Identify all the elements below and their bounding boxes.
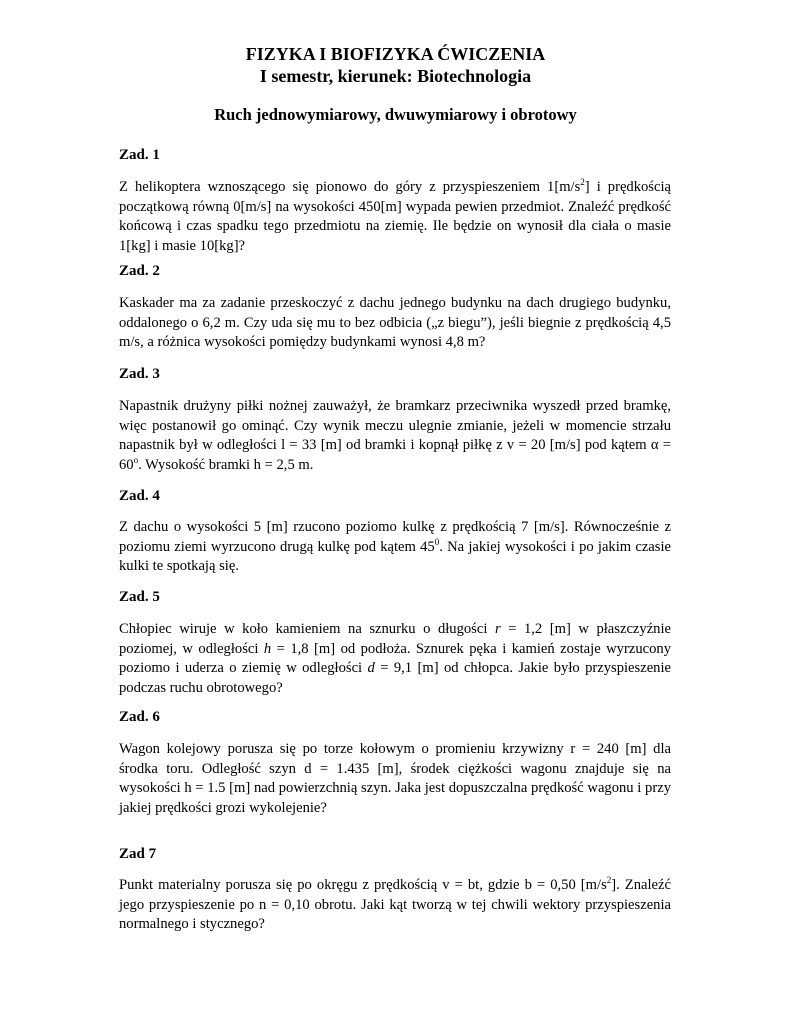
- task-5-text-part: Chłopiec wiruje w koło kamieniem na sznurku o długości: [119, 621, 495, 637]
- task-7-text-part: Punkt materialny porusza się po okręgu z prędkością v = bt, gdzie b = 0,50 [m/s: [119, 877, 607, 893]
- task-5-text-part: = 1,8 [m] od podłoża. Sznurek pęka i kamień zostaje wyrzucony poziomo i uderza o ziemię w odległości: [119, 640, 671, 676]
- document-subtitle: I semestr, kierunek: Biotechnologia: [259, 66, 532, 86]
- task-6-text-part: Wagon kolejowy porusza się po torze kołowym o promieniu krzywizny r = 240 [m] dla środka toru. Odległość szyn d = 1.435 [m], środek ciężkości wagonu znajduje się na wysokości h = 1.5 [m] nad powierzchnią szyn. Jaka jest dopuszczalna prędkość wagonu i przy jakiej prędkości grozi wykolejenie?: [119, 741, 671, 816]
- task-3-heading: Zad. 3: [119, 366, 160, 382]
- task-6-heading: Zad. 6: [119, 709, 160, 725]
- task-6-text: [119, 740, 671, 818]
- topic-heading: Ruch jednowymiarowy, dwuwymiarowy i obrotowy: [214, 105, 577, 124]
- task-3-text-part: . Wysokość bramki h = 2,5 m.: [138, 456, 314, 473]
- task-1-text-part: ] i prędkością początkową równą 0[m/s] na wysokości 450[m] wypada pewien przedmiot. Znaleźć prędkość końcową i czas spadku tego przedmiotu na ziemię. Ile będzie on wynosił dla ciała o masie 1[kg] i masie 10[kg]?: [119, 179, 671, 254]
- task-3-text-part: Napastnik drużyny piłki nożnej zauważył, że bramkarz przeciwnika wyszedł przed bramkę, więc postanowił go ominąć. Czy wynik meczu ulegnie zmianie, jeżeli w momencie strzału napastnik był w odległości l = 33 [m] od bramki i kopnął piłkę z v = 20 [m/s] pod kątem α = 60: [119, 398, 671, 473]
- task-1-heading: Zad. 1: [119, 147, 160, 163]
- task-4-superscript: 0: [434, 536, 440, 547]
- task-4-text-part: Z dachu o wysokości 5 [m] rzucono poziomo kulkę z prędkością 7 [m/s]. Równocześnie z poziomu ziemi wyrzucono drugą kulkę pod kątem 45: [119, 519, 671, 555]
- task-5-text-part: = 1,2 [m] w płaszczyźnie poziomej, w odległości: [119, 621, 672, 657]
- task-2-text: [119, 294, 671, 353]
- task-2-text-part: Kaskader ma za zadanie przeskoczyć z dachu jednego budynku na dach drugiego budynku, oddalonego o 6,2 m. Czy uda się mu to bez odbicia („z biegu”), jeśli biegnie z prędkością 4,5 m/s, a różnica wysokości pomiędzy budynkami wynosi 4,8 m?: [119, 295, 671, 350]
- document-title: FIZYKA I BIOFIZYKA ĆWICZENIA: [245, 44, 546, 64]
- task-5-heading: Zad. 5: [119, 589, 160, 605]
- task-1-text: [119, 178, 671, 256]
- task-4-text-part: . Na jakiej wysokości i po jakim czasie kulki te spotkają się.: [119, 538, 671, 574]
- task-3-superscript: o: [133, 454, 139, 465]
- task-4-text: [119, 518, 671, 577]
- task-7-text: [119, 876, 671, 935]
- task-5-variable: h: [263, 640, 272, 657]
- task-7-text-part: ]. Znaleźć jego przyspieszenie po n = 0,10 obrotu. Jaki kąt tworzą w tej chwili wektory przyspieszenia normalnego i stycznego?: [119, 877, 671, 932]
- task-5-text: [119, 620, 671, 698]
- task-5-variable: r: [494, 621, 501, 637]
- task-2-heading: Zad. 2: [119, 263, 160, 279]
- task-3-text: [119, 397, 671, 475]
- task-1-text-part: Z helikoptera wznoszącego się pionowo do góry z przyspieszeniem 1[m/s: [119, 179, 581, 195]
- task-7-superscript: 2: [606, 875, 612, 886]
- task-1-superscript: 2: [580, 177, 585, 188]
- task-5-text-part: = 9,1 [m] od chłopca. Jakie było przyspieszenie podczas ruchu obrotowego?: [119, 660, 671, 696]
- task-5-variable: d: [367, 660, 375, 676]
- task-7-heading: Zad 7: [119, 846, 157, 862]
- task-4-heading: Zad. 4: [119, 488, 160, 504]
